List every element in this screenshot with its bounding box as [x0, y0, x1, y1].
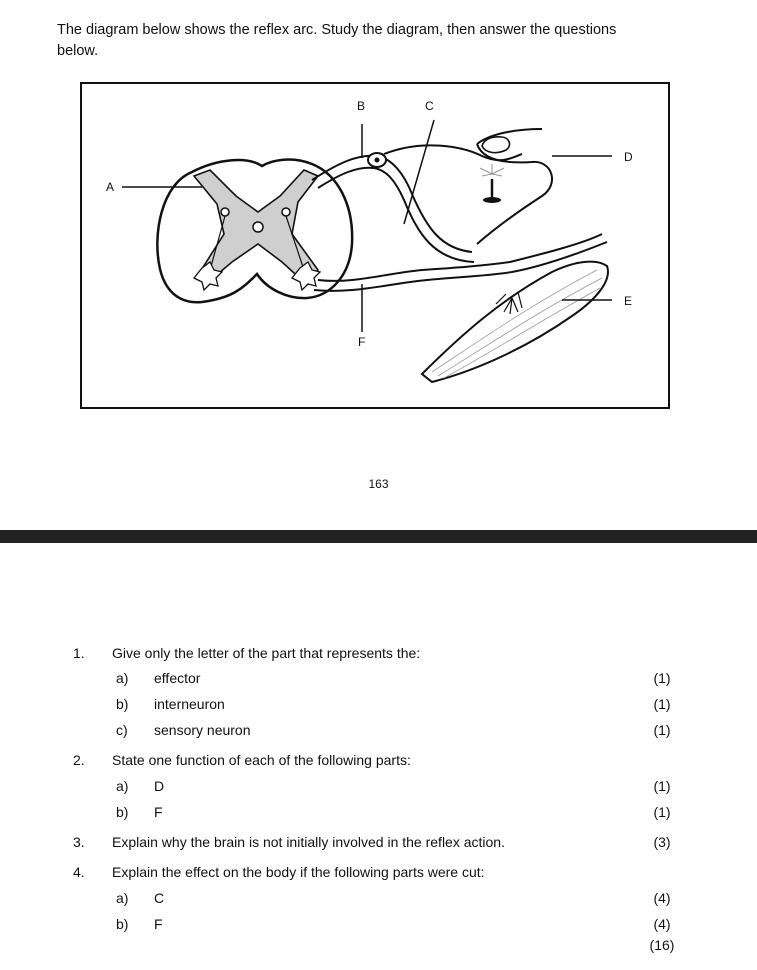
label-f: F — [358, 335, 366, 349]
question-4b-marks: (4) — [653, 916, 671, 932]
question-1c-letter: c) — [116, 722, 128, 738]
question-2b-marks: (1) — [653, 804, 671, 820]
label-d: D — [624, 150, 633, 164]
question-1-text: Give only the letter of the part that represents the: — [112, 645, 421, 661]
question-1c-marks: (1) — [653, 722, 671, 738]
question-4-number: 4. — [73, 864, 85, 880]
question-2a-marks: (1) — [653, 778, 671, 794]
question-2-number: 2. — [73, 752, 85, 768]
question-1b-letter: b) — [116, 696, 129, 712]
question-4-text: Explain the effect on the body if the following parts were cut: — [112, 864, 485, 880]
question-2a-letter: a) — [116, 778, 129, 794]
question-2a-text: D — [154, 778, 165, 794]
question-1a-letter: a) — [116, 670, 129, 686]
question-4a-letter: a) — [116, 890, 129, 906]
question-3-marks: (3) — [653, 834, 671, 850]
question-4b-letter: b) — [116, 916, 129, 932]
question-1c-text: sensory neuron — [154, 722, 251, 738]
label-c: C — [425, 99, 434, 113]
intro-instruction: The diagram below shows the reflex arc. Study the diagram, then answer the questions below. — [57, 22, 617, 59]
question-2-text: State one function of each of the following parts: — [112, 752, 411, 768]
label-e: E — [624, 294, 633, 308]
question-1a-marks: (1) — [653, 670, 671, 686]
page-number: 163 — [368, 477, 389, 491]
muscle — [422, 262, 608, 382]
question-4a-marks: (4) — [653, 890, 671, 906]
question-1a-text: effector — [154, 670, 201, 686]
reflex-arc-illustration — [82, 84, 668, 407]
question-3-number: 3. — [73, 834, 85, 850]
question-4b-text: F — [154, 916, 163, 932]
label-b: B — [357, 99, 366, 113]
question-1b-marks: (1) — [653, 696, 671, 712]
question-4a-text: C — [154, 890, 165, 906]
question-2b-letter: b) — [116, 804, 129, 820]
question-1-number: 1. — [73, 645, 85, 661]
question-1b-text: interneuron — [154, 696, 225, 712]
question-2b-text: F — [154, 804, 163, 820]
total-marks: (16) — [649, 937, 675, 953]
question-3-text: Explain why the brain is not initially involved in the reflex action. — [112, 834, 505, 850]
reflex-arc-diagram — [80, 82, 670, 409]
page-divider — [0, 530, 757, 543]
label-a: A — [106, 180, 115, 194]
